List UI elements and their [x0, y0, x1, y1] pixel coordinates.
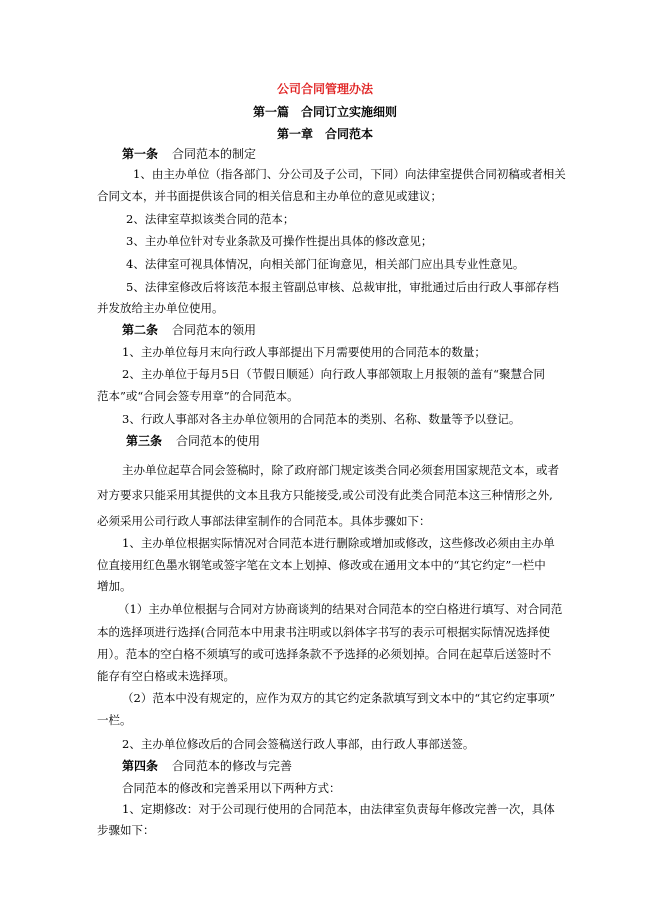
article-1-line: 5、法律室修改后将该范本报主管副总审核、总裁审批，审批通过后由行政人事部存档 [126, 280, 559, 294]
article-1-line: 3、主办单位针对专业条款及可操作性提出具体的修改意见； [126, 234, 433, 248]
article-3-heading [126, 433, 260, 449]
article-3-line: 用）。范本的空白格不须填写的或可选择条款不予选择的必须划掉。合同在起草后送签时不 [97, 647, 552, 661]
article-1-line: 合同文本，并书面提供该合同的相关信息和主办单位的意见或建议； [97, 189, 442, 203]
article-4-line: 1、定期修改：对于公司现行使用的合同范本，由法律室负责每年修改完善一次，具体 [122, 802, 555, 816]
article-4-heading [122, 758, 292, 774]
article-3-title: 合同范本的使用 [176, 434, 261, 448]
article-4-title: 合同范本的修改与完善 [172, 759, 293, 773]
article-3-line: 主办单位起草合同会签稿时，除了政府部门规定该类合同必须套用国家规范文本，或者 [122, 463, 559, 477]
article-3-line: 位直接用红色墨水钢笔或签字笔在文本上划掉、修改或在通用文本中的“其它约定”一栏中 [97, 558, 546, 572]
article-3-line: 2、主办单位修改后的合同会签稿送行政人事部，由行政人事部送签。 [122, 737, 475, 751]
article-4-line: 合同范本的修改和完善采用以下两种方式： [122, 781, 341, 795]
article-1-title: 合同范本的制定 [172, 147, 257, 161]
article-3-line: 对方要求只能采用其提供的文本且我方只能接受,或公司没有此类合同范本这三种情形之外, [97, 488, 553, 502]
article-2-line: 2、主办单位于每月5日（节假日顺延）向行政人事部领取上月报领的盖有“聚慧合同 [122, 367, 546, 381]
article-4-line: 步骤如下： [97, 823, 155, 837]
article-1-line: 4、法律室可视具体情况，向相关部门征询意见，相关部门应出具专业性意见。 [126, 257, 525, 271]
article-3-line: 1、主办单位根据实际情况对合同范本进行删除或增加或修改，这些修改必须由主办单 [122, 536, 555, 550]
article-3-line: （2）范本中没有规定的，应作为双方的其它约定条款填写到文本中的“其它约定事项” [122, 691, 556, 705]
article-2-line: 范本”或“合同会签专用章”的合同范本。 [97, 389, 299, 403]
article-2-line: 1、主办单位每月末向行政人事部提出下月需要使用的合同范本的数量； [122, 345, 486, 359]
article-3-line: 能存有空白格或未选择项。 [97, 669, 235, 683]
article-3-line: 增加。 [97, 579, 132, 593]
article-2-heading [122, 322, 256, 338]
article-1-line: 并发放给主办单位使用。 [97, 301, 224, 315]
article-3-line: 一栏。 [97, 713, 132, 727]
article-3-line: （1）主办单位根据与合同对方协商谈判的结果对合同范本的空白格进行填写、对合同范 [118, 602, 563, 616]
article-1-heading [122, 146, 256, 162]
part-title: 第一篇 合同订立实施细则 [252, 105, 397, 119]
chapter-title: 第一章 合同范本 [276, 127, 373, 141]
article-3-line: 必须采用公司行政人事部法律室制作的合同范本。具体步骤如下： [97, 514, 431, 528]
article-1-number: 第一条 [122, 147, 159, 161]
article-3-number: 第三条 [126, 434, 163, 448]
article-2-line: 3、行政人事部对各主办单位领用的合同范本的类别、名称、数量等予以登记。 [122, 412, 521, 426]
article-3-line: 本的选择项进行选择(合同范本中用隶书注明或以斜体字书写的表示可根据实际情况选择使 [97, 625, 550, 639]
article-4-number: 第四条 [122, 759, 159, 773]
article-1-line: 2、法律室草拟该类合同的范本； [126, 212, 295, 226]
article-1-line: 1、由主办单位（指各部门、分公司及子公司，下同）向法律室提供合同初稿或者相关 [133, 167, 566, 181]
document-title: 公司合同管理办法 [276, 82, 373, 96]
article-2-number: 第二条 [122, 323, 159, 337]
article-2-title: 合同范本的领用 [172, 323, 257, 337]
